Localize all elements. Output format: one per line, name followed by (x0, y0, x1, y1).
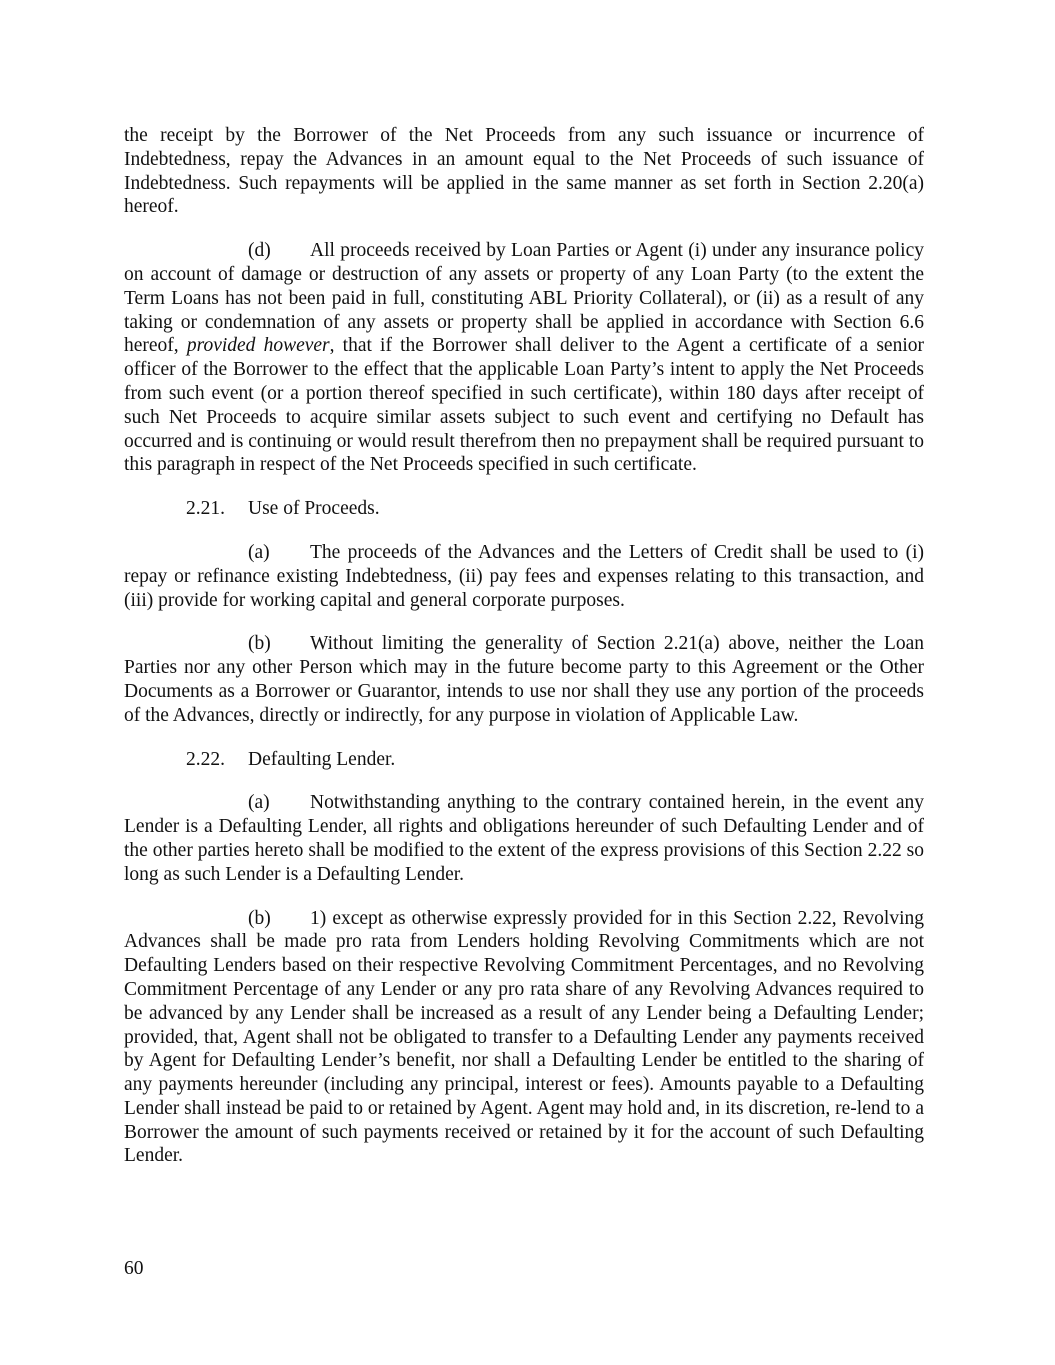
page-number: 60 (124, 1258, 144, 1279)
paragraph-label: (a) (248, 541, 270, 563)
document-page (124, 124, 924, 1188)
section-title: Defaulting Lender. (248, 748, 396, 770)
paragraph-d-label: (d) (248, 240, 271, 262)
section-number: 2.22. (186, 748, 225, 770)
paragraph-text: Notwithstanding anything to the contrary contained herein, in the event any Lender is a Defaulting Lender, all rights and obligations hereunder of such Defaulting Lender and of the other parties hereto shall be modified to the extent of the express provisions of this Section 2.22 so long as such Lender is a Defaulting Lender. (124, 792, 924, 885)
section-heading-2-22 (186, 748, 924, 772)
paragraph-d (124, 239, 924, 477)
continuation-paragraph: the receipt by the Borrower of the Net Proceeds from any such issuance or incurrence of Indebtedness, repay the Advances in an amount equal to the Net Proceeds of such issuance of Indebtedness. Such repayments will be applied in the same manner as set forth in Section 2.20(a) hereof. (124, 125, 924, 218)
paragraph-2-21-a (124, 541, 924, 612)
section-number: 2.21. (186, 498, 225, 520)
paragraph-2-22-a (124, 791, 924, 886)
paragraph-text: Without limiting the generality of Section 2.21(a) above, neither the Loan Parties nor any other Person which may in the future become party to this Agreement or the Other Documents as a Borrower or Guarantor, intends to use nor shall they use any portion of the proceeds of the Advances, directly or indirectly, for any purpose in violation of Applicable Law. (124, 633, 924, 726)
paragraph-text: 1) except as otherwise expressly provided for in this Section 2.22, Revolving Advances shall be made pro rata from Lenders holding Revolving Commitments which are not Defaulting Lenders based on their respective Revolving Commitment Percentages, and no Revolving Commitment Percentage of any Lender or any pro rata share of any Revolving Advances required to be advanced by any Lender shall be increased as a result of any Lender being a Defaulting Lender; provided, that, Agent shall not be obligated to transfer to a Defaulting Lender any payments received by Agent for Defaulting Lender’s benefit, nor shall a Defaulting Lender be entitled to the sharing of any payments hereunder (including any principal, interest or fees). Amounts payable to a Defaulting Lender shall instead be paid to or retained by Agent. Agent may hold and, in its discretion, re-lend to a Borrower the amount of such payments received or retained by it for the account of such Defaulting Lender. (124, 907, 924, 1167)
paragraph-label: (a) (248, 792, 270, 814)
paragraph-2-22-b (124, 907, 924, 1169)
paragraph-d-text-before: All proceeds received by Loan Parties or Agent (i) under any insurance policy on account of damage or destruction of any assets or property of any Loan Party (to the extent the Term Loans has not been paid in full, constituting ABL Priority Collateral), or (ii) as a result of any taking or condemnation of any assets or property shall be applied in accordance with Section 6.6 hereof, (124, 240, 924, 357)
paragraph-2-21-b (124, 632, 924, 727)
paragraph-d-italic: provided however (186, 335, 330, 357)
paragraph-label: (b) (248, 633, 271, 655)
paragraph-label: (b) (248, 907, 271, 929)
section-title: Use of Proceeds. (248, 498, 380, 520)
paragraph-text: The proceeds of the Advances and the Letters of Credit shall be used to (i) repay or refinance existing Indebtedness, (ii) pay fees and expenses relating to this transaction, and (iii) provide for working capital and general corporate purposes. (124, 541, 924, 611)
paragraph-d-text-after: , that if the Borrower shall deliver to the Agent a certificate of a senior officer of the Borrower to the effect that the applicable Loan Party’s intent to apply the Net Proceeds from such event (or a portion thereof specified in such certificate), within 180 days after receipt of such Net Proceeds to acquire similar assets subject to such event and certifying no Default has occurred and is continuing or would result therefrom then no prepayment shall be required pursuant to this paragraph in respect of the Net Proceeds specified in such certificate. (124, 335, 924, 476)
section-heading-2-21 (186, 497, 924, 521)
